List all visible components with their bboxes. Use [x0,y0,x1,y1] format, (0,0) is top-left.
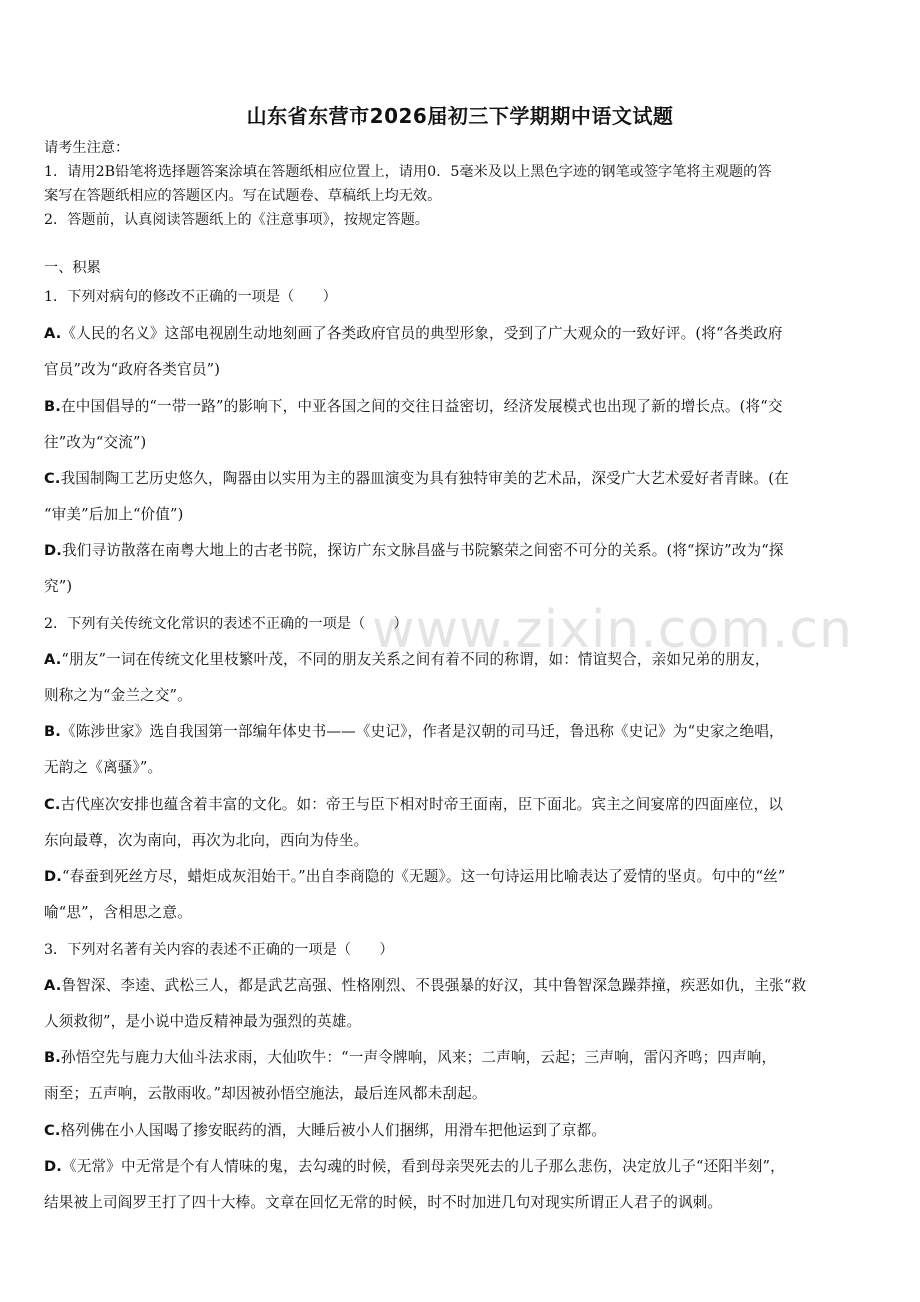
option-text: 在中国倡导的“一带一路”的影响下，中亚各国之间的交往日益密切，经济发展模式也出现了新的增长点。(将“交 [60,398,783,415]
option-text: “春蚕到死丝方尽，蜡炬成灰泪始干。”出自李商隐的《无题》。这一句诗运用比喻表达了爱情的坚贞。句中的“丝” [61,868,786,885]
option-label: A. [44,651,62,668]
option-label: B. [44,723,61,740]
q1-option-d [44,540,880,562]
q1-option-d-cont: 究”) [44,578,73,595]
option-label: C. [44,1122,61,1139]
section-heading: 一、积累 [44,260,101,276]
q3-option-d-cont: 结果被上司阎罗王打了四十大棒。文章在回忆无常的时候，时不时加进几句对现实所谓正人君子的讽刺。 [44,1194,723,1211]
option-label: B. [44,398,61,415]
q3-option-a-cont: 人须救彻”，是小说中造反精神最为强烈的英雄。 [44,1013,362,1030]
question-1-stem: 1．下列对病句的修改不正确的一项是（ ） [44,289,337,305]
option-text: 《无常》中无常是个有人情味的鬼，去勾魂的时候，看到母亲哭死去的儿子那么悲伤，决定放儿子“还阳半刻”， [61,1158,785,1175]
notice-heading: 请考生注意： [44,140,130,156]
option-label: D. [44,868,62,885]
watermark: www.zixin.com.cn [372,600,853,660]
q1-option-b-cont: 往”改为“交流”) [44,434,147,451]
q3-option-d [44,1156,880,1178]
q1-option-a-cont: 官员”改为“政府各类官员”) [44,361,221,378]
option-text: 孙悟空先与鹿力大仙斗法求雨，大仙吹牛：“一声令牌响，风来；二声响，云起；三声响，雷闪齐鸣；四声响， [60,1049,777,1066]
page-title: 山东省东营市2026届初三下学期期中语文试题 [246,104,674,128]
notice-item-2: 2．答题前，认真阅读答题纸上的《注意事项》，按规定答题。 [44,212,429,228]
question-3-stem: 3．下列对名著有关内容的表述不正确的一项是（ ） [44,942,394,958]
option-label: A. [44,977,62,994]
q1-option-a [44,323,880,345]
option-text: “朋友”一词在传统文化里枝繁叶茂，不同的朋友关系之间有着不同的称谓，如：情谊契合，亲如兄弟的朋友， [61,651,770,668]
question-2-stem: 2．下列有关传统文化常识的表述不正确的一项是（ ） [44,616,408,632]
q2-option-a [44,649,880,671]
option-text: 鲁智深、李逵、武松三人，都是武艺高强、性格刚烈、不畏强暴的好汉，其中鲁智深急躁莽撞，疾恶如仇，主张“救 [61,977,807,994]
q2-option-d-cont: 喻“思”，含相思之意。 [44,904,192,921]
option-label: B. [44,1049,61,1066]
q1-option-c [44,468,880,490]
q3-option-b [44,1047,880,1069]
q2-option-a-cont: 则称之为“金兰之交”。 [44,687,192,704]
option-label: D. [44,542,62,559]
q2-option-c-cont: 东向最尊，次为南向，再次为北向，西向为侍坐。 [44,832,369,849]
option-text: 《陈涉世家》选自我国第一部编年体史书——《史记》，作者是汉朝的司马迁，鲁迅称《史记》为“史家之绝唱， [60,723,784,740]
option-label: A. [44,325,62,342]
q3-option-b-cont: 雨至；五声响，云散雨收。”却因被孙悟空施法，最后连风都未刮起。 [44,1085,487,1102]
q1-option-b [44,396,880,418]
option-label: C. [44,796,61,813]
option-text: 《人民的名义》这部电视剧生动地刻画了各类政府官员的典型形象，受到了广大观众的一致好评。(将“各类政府 [61,325,783,342]
q2-option-c [44,794,880,816]
option-label: D. [44,1158,62,1175]
q2-option-d [44,866,880,888]
notice-item-1: 1．请用2B铅笔将选择题答案涂填在答题纸相应位置上，请用0．5毫米及以上黑色字迹的钢笔或签字笔将主观题的答 [44,164,772,180]
notice-item-1-cont: 案写在答题纸相应的答题区内。写在试题卷、草稿纸上均无效。 [44,188,442,204]
option-text: 古代座次安排也蕴含着丰富的文化。如：帝王与臣下相对时帝王面南，臣下面北。宾主之间宴席的四面座位，以 [60,796,784,813]
q2-option-b [44,721,880,743]
q3-option-a [44,975,880,997]
option-label: C. [44,470,61,487]
option-text: 我国制陶工艺历史悠久，陶器由以实用为主的器皿演变为具有独特审美的艺术品，深受广大艺术爱好者青睐。(在 [60,470,789,487]
q1-option-c-cont: “审美”后加上“价值”) [44,506,184,523]
q2-option-b-cont: 无韵之《离骚》”。 [44,759,163,776]
option-text: 格列佛在小人国喝了掺安眠药的酒，大睡后被小人们捆绑，用滑车把他运到了京都。 [60,1122,607,1139]
option-text: 我们寻访散落在南粤大地上的古老书院，探访广东文脉昌盛与书院繁荣之间密不可分的关系。(将“探访”改为“探 [61,542,784,559]
q3-option-c [44,1120,880,1142]
